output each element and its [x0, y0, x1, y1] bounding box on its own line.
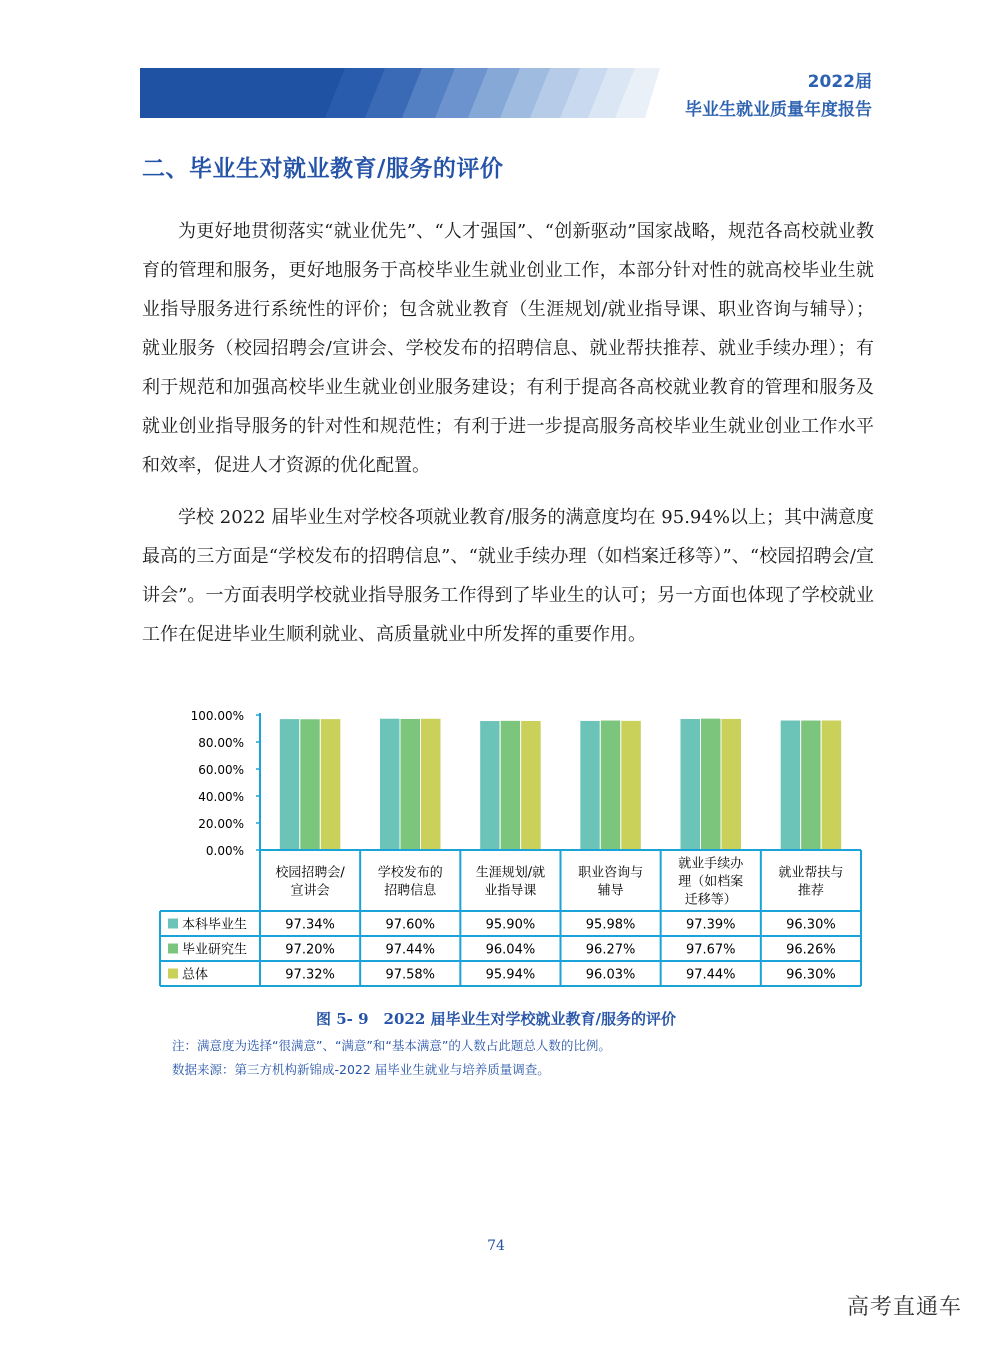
data-label: 95.94%	[485, 967, 536, 983]
data-label: 97.60%	[385, 917, 436, 933]
x-category-label: 招聘信息	[384, 883, 437, 899]
report-year: 2022届	[807, 72, 872, 92]
data-label: 97.58%	[385, 967, 436, 983]
data-label: 95.90%	[485, 917, 536, 933]
bar	[300, 719, 321, 850]
x-category-label: 理（如档案	[678, 874, 744, 890]
bar	[821, 720, 842, 850]
bar	[279, 719, 300, 850]
bar	[600, 720, 621, 850]
data-label: 96.03%	[585, 967, 636, 983]
x-category-label: 生涯规划/就	[475, 865, 546, 881]
bar	[801, 720, 822, 850]
figure-note: 注：满意度为选择“很满意”、“满意”和“基本满意”的人数占此题总人数的比例。	[172, 1038, 611, 1053]
legend-swatch	[168, 969, 178, 979]
y-tick-label: 0.00%	[205, 844, 244, 858]
section-heading: 二、毕业生对就业教育/服务的评价	[142, 156, 504, 182]
data-label: 97.44%	[685, 967, 736, 983]
bar	[480, 721, 501, 850]
y-tick-label: 40.00%	[198, 790, 244, 804]
data-label: 97.67%	[685, 942, 736, 958]
data-label: 96.26%	[786, 942, 836, 958]
x-category-label: 校园招聘会/	[275, 865, 345, 881]
bar	[701, 718, 722, 850]
watermark: 高考直通车	[846, 1295, 962, 1320]
x-category-label: 迁移等）	[684, 892, 737, 908]
bar	[680, 719, 701, 850]
data-label: 96.27%	[585, 942, 636, 958]
bar	[521, 720, 542, 850]
report-title	[685, 68, 872, 124]
x-category-label: 业指导课	[484, 883, 537, 899]
y-tick-label: 100.00%	[190, 709, 244, 723]
x-category-label: 职业咨询与	[578, 865, 644, 881]
legend-label: 总体	[182, 967, 209, 983]
bar	[400, 718, 421, 850]
bar	[721, 718, 742, 850]
intro-paragraph: 为更好地贯彻落实“就业优先”、“人才强国”、“创新驱动”国家战略，规范各高校就业教育的管理和服务，更好地服务于高校毕业生就业创业工作，本部分针对性的就高校毕业生就业指导服务进行系统性的评价；包含就业教育（生涯规划/就业指导课、职业咨询与辅导）；就业服务（校园招聘会/宣讲会、学校发布的招聘信息、就业帮扶推荐、就业手续办理）；有利于规范和加强高校毕业生就业创业服务建设；有利于提高各高校就业教育的管理和服务及就业创业指导服务的针对性和规范性；有利于进一步提高服务高校毕业生就业创业工作水平和效率，促进人才资源的优化配置。	[142, 221, 874, 476]
x-category-label: 学校发布的	[377, 865, 443, 881]
data-label: 96.30%	[786, 967, 836, 983]
data-label: 97.39%	[685, 917, 736, 933]
data-label: 95.98%	[585, 917, 636, 933]
y-tick-label: 80.00%	[198, 736, 244, 750]
legend-label: 本科毕业生	[182, 917, 248, 933]
legend-label: 毕业研究生	[182, 942, 248, 958]
header-banner	[140, 68, 660, 118]
bar	[500, 720, 520, 850]
x-category-label: 推荐	[797, 883, 824, 899]
summary-paragraph: 学校 2022 届毕业生对学校各项就业教育/服务的满意度均在 95.94%以上；其中满意度最高的三方面是“学校发布的招聘信息”、“就业手续办理（如档案迁移等）”、“校园招聘会/宣讲会”。一方面表明学校就业指导服务工作得到了毕业生的认可；另一方面也体现了学校就业工作在促进毕业生顺利就业、高质量就业中所发挥的重要作用。	[142, 507, 874, 645]
bar	[421, 718, 442, 850]
data-label: 97.44%	[385, 942, 436, 958]
x-category-label: 就业手续办	[678, 856, 744, 872]
bar	[320, 719, 341, 850]
x-category-label: 辅导	[597, 883, 624, 899]
data-label: 96.30%	[786, 917, 836, 933]
y-tick-label: 20.00%	[198, 817, 244, 831]
data-label: 97.34%	[285, 917, 335, 933]
figure-caption: 图 5- 9 2022 届毕业生对学校就业教育/服务的评价	[316, 1010, 676, 1028]
legend-swatch	[168, 919, 178, 929]
data-label: 96.04%	[485, 942, 536, 958]
bar	[580, 720, 601, 850]
data-label: 97.20%	[285, 942, 335, 958]
bar	[780, 720, 801, 850]
legend-swatch	[168, 944, 178, 954]
report-name: 毕业生就业质量年度报告	[685, 100, 872, 120]
bar	[621, 720, 642, 850]
y-tick-label: 60.00%	[198, 763, 244, 777]
page-number: 74	[487, 1238, 505, 1254]
x-category-label: 宣讲会	[290, 883, 330, 899]
bar	[380, 718, 401, 850]
data-label: 97.32%	[285, 967, 335, 983]
x-category-label: 就业帮扶与	[778, 865, 844, 881]
satisfaction-chart	[150, 700, 870, 995]
data-source-note: 数据来源：第三方机构新锦成-2022 届毕业生就业与培养质量调查。	[172, 1062, 550, 1077]
